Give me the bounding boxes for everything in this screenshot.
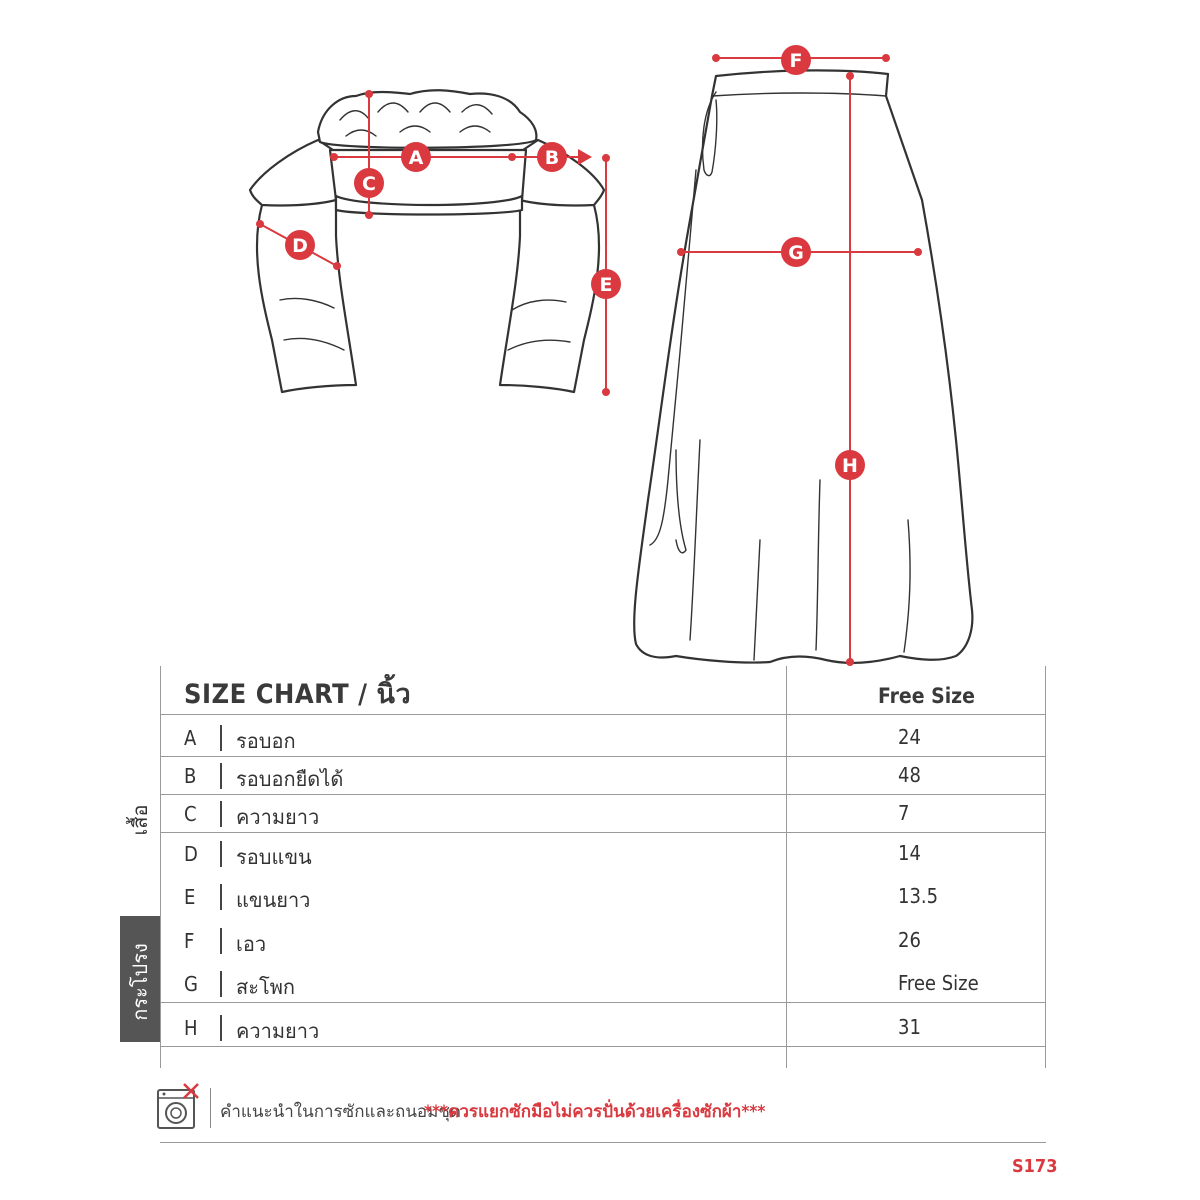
row-name: แขนยาว [236, 888, 311, 912]
row-value: 14 [898, 841, 921, 865]
row-value: 13.5 [898, 884, 939, 908]
row-letter: B [184, 764, 197, 788]
care-divider [210, 1088, 211, 1128]
size-chart-title: SIZE CHART / นิ้ว [184, 679, 412, 710]
no-washing-machine-icon [154, 1082, 202, 1132]
row-letter: A [184, 726, 197, 750]
row-value: 24 [898, 725, 921, 749]
row-value: Free Size [898, 971, 979, 995]
svg-text:G: G [788, 242, 804, 264]
svg-text:C: C [362, 173, 376, 195]
row-letter: G [184, 972, 198, 996]
row-letter: H [184, 1016, 198, 1040]
svg-text:B: B [544, 147, 560, 169]
row-name: ความยาว [236, 805, 320, 829]
svg-text:H: H [842, 455, 858, 477]
table-row [160, 718, 1046, 758]
row-divider [160, 714, 1046, 715]
svg-text:E: E [599, 274, 613, 296]
table-row [160, 877, 1046, 917]
row-letter: D [184, 842, 198, 866]
table-row [160, 964, 1046, 1004]
table-row [160, 921, 1046, 961]
row-letter: F [184, 929, 195, 953]
svg-text:F: F [789, 50, 803, 72]
row-value: 31 [898, 1015, 921, 1039]
row-name: รอบแขน [236, 845, 312, 869]
row-name: เอว [236, 932, 267, 956]
row-name: ความยาว [236, 1019, 320, 1043]
product-code: S173 [1012, 1156, 1058, 1177]
measure-f [712, 45, 890, 75]
row-letter: C [184, 802, 197, 826]
group-skirt [120, 916, 160, 1042]
care-warning: ***ควรแยกซักมือไม่ควรปั่นด้วยเครื่องซักผ้า*** [424, 1102, 766, 1122]
care-instruction: คำแนะนำในการซักและถนอมชุด [220, 1102, 461, 1122]
footer-divider [160, 1142, 1046, 1143]
group-top-label: เสื้อ [128, 804, 152, 836]
row-name: รอบอกยืดได้ [236, 767, 344, 791]
row-letter: E [184, 885, 196, 909]
group-skirt-label: กระโปรง [128, 943, 152, 1021]
row-value: 26 [898, 928, 921, 952]
row-name: รอบอก [236, 729, 296, 753]
column-header-free-size: Free Size [878, 684, 975, 708]
table-row [160, 756, 1046, 796]
table-row [160, 794, 1046, 834]
table-row [160, 1008, 1046, 1048]
group-top [120, 714, 161, 916]
row-value: 7 [898, 801, 910, 825]
svg-text:A: A [408, 147, 424, 169]
row-value: 48 [898, 763, 921, 787]
skirt-drawing [634, 70, 972, 663]
table-row [160, 834, 1046, 874]
row-name: สะโพก [236, 975, 295, 999]
svg-text:D: D [292, 235, 308, 257]
